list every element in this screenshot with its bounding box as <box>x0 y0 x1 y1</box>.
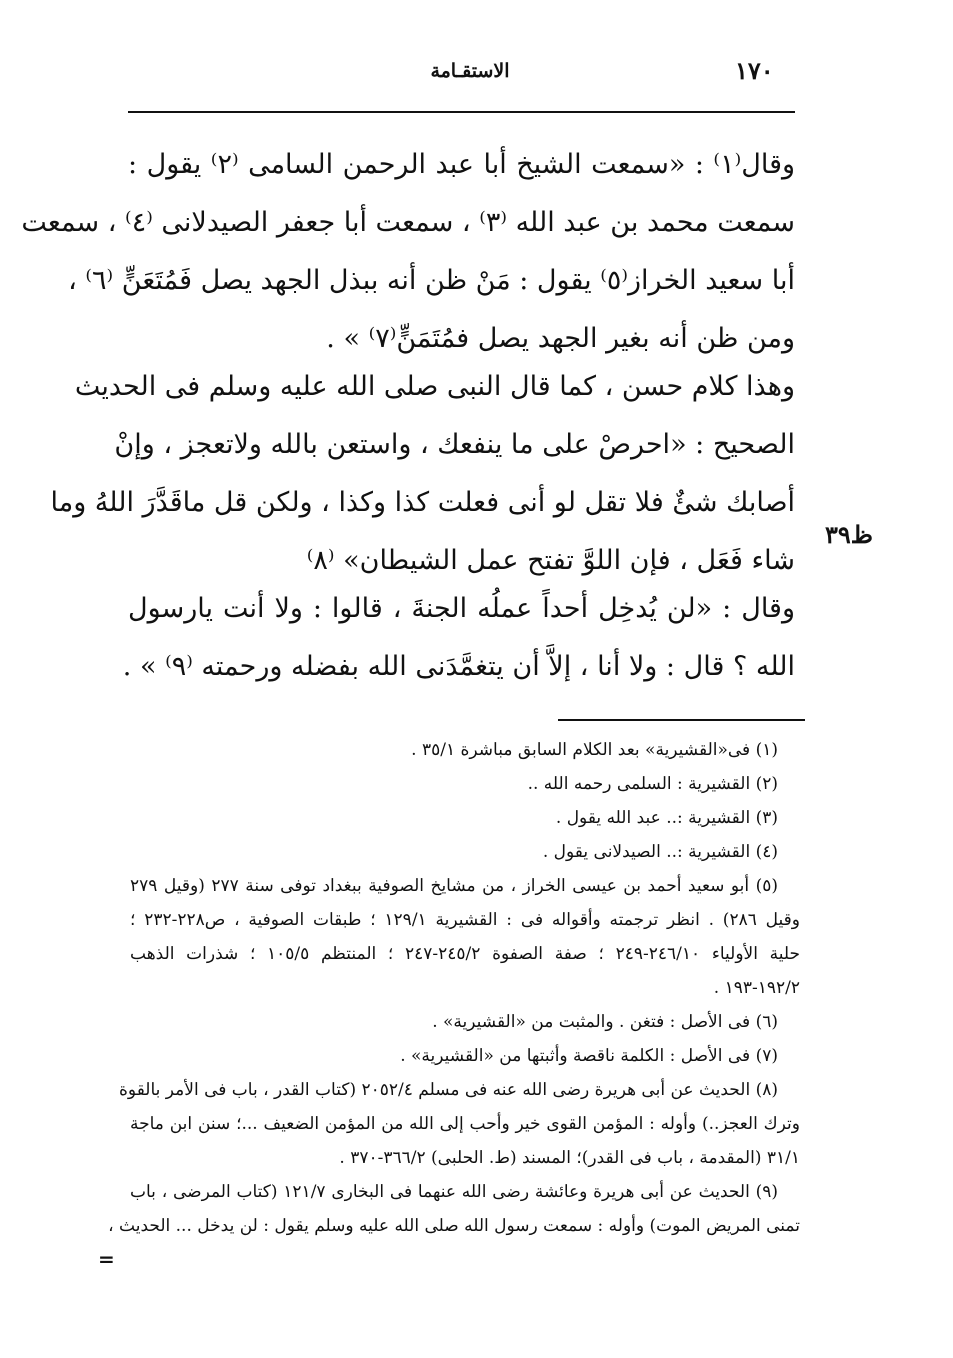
footnote-line: ١٩٢/٢-١٩٣ . <box>713 978 800 998</box>
footnote-line: (٨) الحديث عن أبى هريرة رضى الله عنه فى مسلم ٢٠٥٢/٤ (كتاب القدر ، باب فى الأمر بالقوة <box>119 1080 778 1100</box>
page-number: ١٧٠ <box>735 56 774 85</box>
text-line: الله ؟ قال : ولا أنا ، إلاَّ أن يتغمَّدَنى الله بفضله ورحمته ⁽٩⁾ » . <box>122 651 795 682</box>
running-title: الاستقـامة <box>430 60 510 82</box>
text-line: وقال : «لن يُدخِل أحداً عملُه الجنةَ ، قالوا : ولا أنت يارسول <box>128 593 795 624</box>
footnote-line: ٣١/١ (المقدمة ، باب فى القدر)؛ المسند (ط. الحلبى) ٣٦٦/٢-٣٧٠ . <box>339 1148 800 1168</box>
text-line: سمعت محمد بن عبد الله ⁽٣⁾ ، سمعت أبا جعفر الصيدلانى ⁽٤⁾ ، سمعت <box>21 207 795 238</box>
footnote-rule <box>558 719 805 721</box>
footnote-line: (٦) فى الأصل : فتغن . والمثبت من «القشيرية» . <box>432 1012 778 1032</box>
footnote-line: حلية الأولياء ٢٤٦/١٠-٢٤٩ ؛ صفة الصفوة ٢٤٥/٢-٢٤٧ ؛ المنتظم ١٠٥/٥ ؛ شذرات الذهب <box>130 944 800 964</box>
text-line: وقال⁽١⁾ : «سمعت الشيخ أبا عبد الرحمن السامى ⁽٢⁾ يقول : <box>128 149 796 180</box>
footnote-line: (٣) القشيرية :.. عبد الله يقول . <box>555 808 778 828</box>
footnote-line: تمنى المريض الموت) وأوله : سمعت رسول الله صلى الله عليه وسلم يقول : لن يدخل ... الحديث ، <box>108 1216 800 1236</box>
text-line: شاء فَعَل ، فإن اللوَّ تفتح عمل الشيطان» ⁽٨⁾ <box>306 545 795 576</box>
continuation-mark: = <box>98 1247 115 1271</box>
paragraph-1 <box>21 136 796 368</box>
footnote-line: (٧) فى الأصل : الكلمة ناقصة وأثبتها من «القشيرية» . <box>400 1046 778 1066</box>
footnote-line: (٥) أبو سعيد أحمد بن عيسى الخراز ، من مشايخ الصوفية ببغداد توفى سنة ٢٧٧ (وقيل ٢٧٩ <box>130 876 778 896</box>
text-line: أبا سعيد الخراز⁽٥⁾ يقول : مَنْ ظن أنه ببذل الجهد يصل فَمُتَعَنٍّ ⁽٦⁾ ، <box>68 265 795 296</box>
paragraph-2 <box>50 358 795 590</box>
footnote-line: (١) فى«القشيرية» بعد الكلام السابق مباشرة ٣٥/١ . <box>411 740 778 760</box>
footnote-line: (٢) القشيرية : السلمى رحمه الله .. <box>527 774 778 794</box>
footnotes <box>108 733 800 1243</box>
text-line: أصابك شئٌ فلا تقل لو أنى فعلت كذا وكذا ، ولكن قل ماقَدَّرَ اللهُ وما <box>50 487 795 518</box>
footnote-line: وترك العجز..) وأوله : المؤمن القوى خير وأحب إلى الله من المؤمن الضعيف ...؛ سنن ابن ماجة <box>130 1114 800 1134</box>
text-line: ومن ظن أنه بغير الجهد يصل فمُتَمَنٍّ⁽٧⁾ » . <box>326 323 795 354</box>
footnote-line: (٤) القشيرية :.. الصيدلانى يقول . <box>542 842 778 862</box>
footnote-line: (٩) الحديث عن أبى هريرة وعائشة رضى الله عنهما فى البخارى ١٢١/٧ (كتاب المرضى ، باب <box>130 1182 778 1202</box>
text-line: وهذا كلام حسن ، كما قال النبى صلى الله عليه وسلم فى الحديث <box>74 371 795 402</box>
text-line: الصحيح : «احرصْ على ما ينفعك ، واستعن بالله ولاتعجز ، وإنْ <box>114 429 795 460</box>
header-rule <box>128 111 795 113</box>
footnote-line: وقيل ٢٨٦) . انظر ترجمته وأقواله فى : القشيرية ١٢٩/١ ؛ طبقات الصوفية ، ص٢٢٨-٢٣٢ ؛ <box>130 910 800 930</box>
margin-folio-mark: ظ٣٩ <box>825 520 873 549</box>
paragraph-3 <box>122 580 795 696</box>
